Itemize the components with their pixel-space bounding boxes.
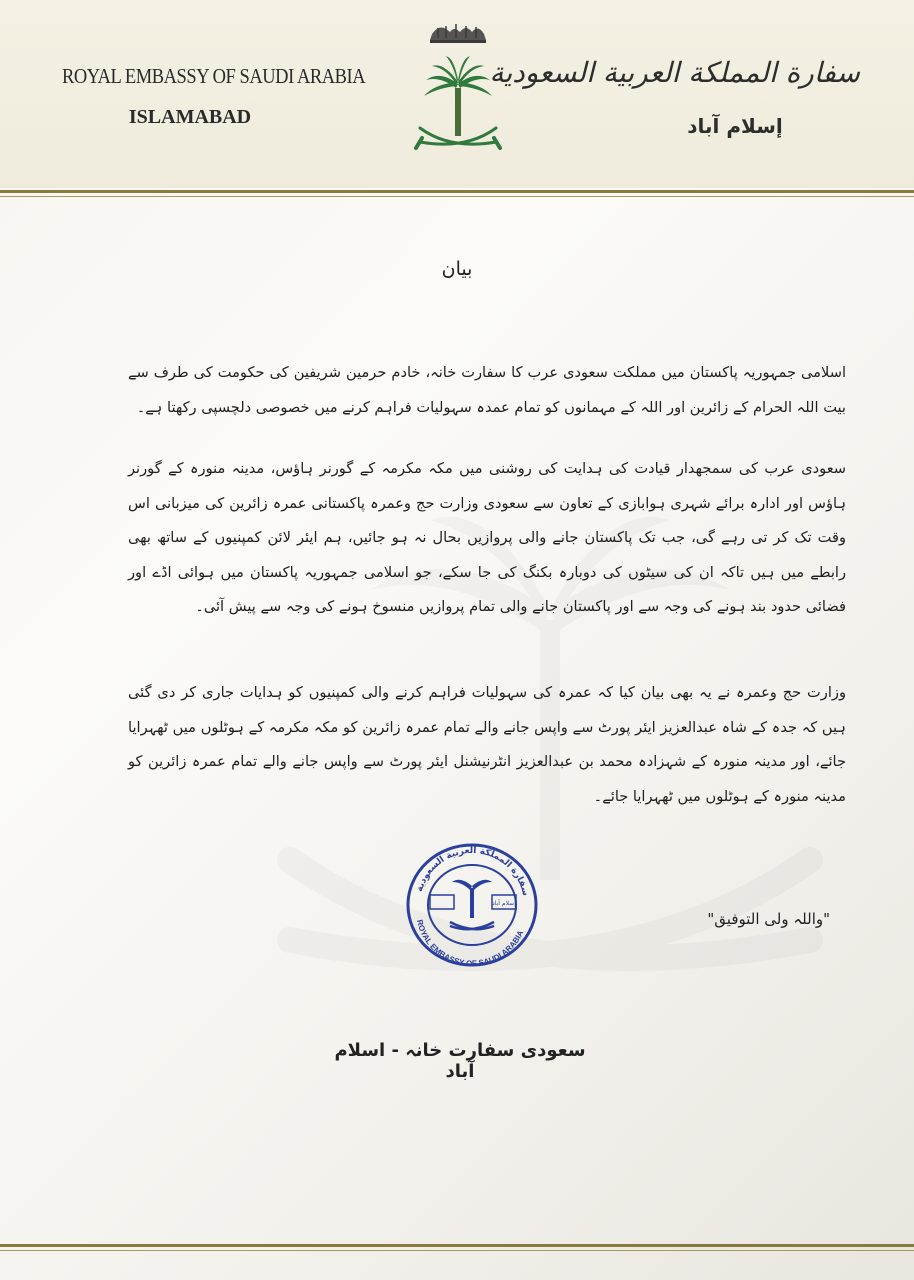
- stamp-outer-arabic-text: سفارة المملكة العربية السعودية: [414, 845, 531, 898]
- statement-paragraph-3: وزارت حج وعمرہ نے یہ بھی بیان کیا کہ عمرہ کی سہولیات فراہم کرنے والی کمپنیوں کو ہدایات جاری کر دی گئی ہیں کہ جدہ کے شاہ عبدالعزیز ایئر پورٹ سے واپس جانے والے تمام عمرہ زائرین کو مکہ مکرمہ کے ہوٹلوں میں ٹھہرایا جائے، اور مدینہ منورہ کے شہزادہ محمد بن عبدالعزیز انٹرنیشنل ایئر پورٹ سے واپس جانے والے تمام عمرہ زائرین کو مدینہ منورہ کے ہوٹلوں میں ٹھہرایا جائے۔: [128, 684, 846, 805]
- shahada-calligraphy-icon: [430, 24, 486, 43]
- embassy-city-arabic: إسلام آباد: [687, 114, 783, 138]
- statement-paragraph-1: اسلامی جمہوریہ پاکستان میں مملکت سعودی عرب کا سفارت خانہ، خادم حرمین شریفین کی حکومت کی طرف سے بیت اللہ الحرام کے زائرین اور اللہ کے مہمانوں کو تمام عمدہ سہولیات فراہم کرنے میں خصوصی دلچسپی رکھتا ہے۔: [128, 364, 846, 416]
- saudi-emblem-icon: [410, 18, 506, 168]
- footer-divider-thin: [0, 1250, 914, 1251]
- embassy-name-arabic: سفارة المملكة العربية السعودية: [489, 56, 860, 89]
- statement-paragraph-2: سعودی عرب کی سمجھدار قیادت کی ہدایت کی روشنی میں مکہ مکرمہ کے گورنر ہاؤس، مدینہ منورہ کے گورنر ہاؤس اور ادارہ برائے شہری ہوابازی کے تعاون سے سعودی وزارت حج وعمرہ پاکستانی عمرہ زائرین کی میزبانی اس وقت تک کر تی رہے گی، جب تک پاکستان جانے والی پروازیں بحال نہ ہو جائیں، ہم ایئر لائن کمپنیوں کے ساتھ بھی رابطے میں ہیں تاکہ ان کی سیٹوں کی دوبارہ بکنگ کی جا سکے، جو اسلامی جمہوریہ پاکستان میں ہوائی اڈے اور فضائی حدود بند ہونے کی وجہ سے اور پاکستان جانے والی تمام پروازیں منسوخ ہونے کی وجہ سے پیش آئی۔: [128, 460, 846, 615]
- closing-phrase: "واللہ ولی التوفیق": [707, 910, 830, 928]
- stamp-inner-city-text: إسلام آباد: [492, 900, 516, 907]
- embassy-city-english: ISLAMABAD: [128, 106, 252, 128]
- header-divider: [0, 190, 914, 193]
- embassy-stamp-icon: [402, 840, 542, 970]
- signoff: سعودی سفارت خانہ - اسلام آباد: [334, 1040, 586, 1082]
- stamp-emblem-icon: [450, 880, 494, 929]
- embassy-name-english: ROYAL EMBASSY OF SAUDI ARABIA: [62, 64, 366, 88]
- footer-divider: [0, 1244, 914, 1247]
- statement-heading: بیان: [441, 258, 473, 280]
- palm-tree-icon: [424, 56, 492, 136]
- stamp-outer-english-text: ROYAL EMBASSY OF SAUDI ARABIA: [414, 918, 526, 969]
- letterhead: [0, 0, 914, 188]
- header-divider-thin: [0, 196, 914, 197]
